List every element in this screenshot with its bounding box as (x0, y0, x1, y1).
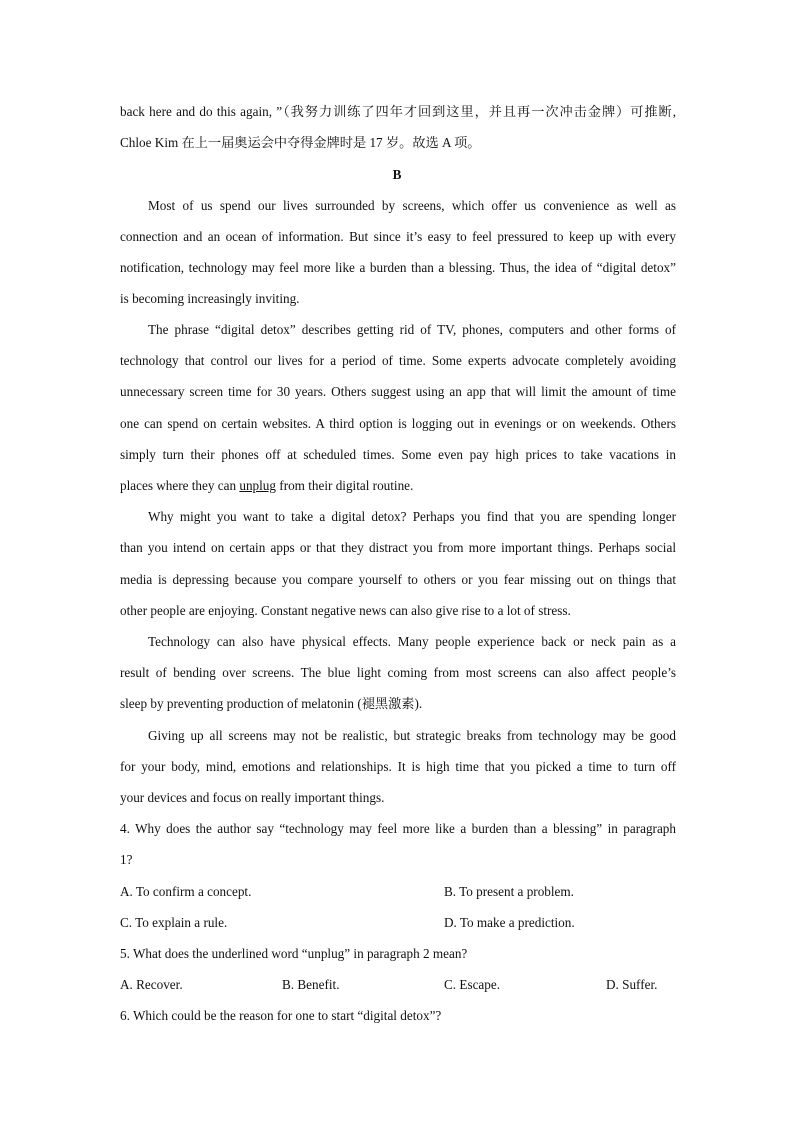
p2-line-2: technology that control our lives for a period of time. Some experts advocate completely avoiding (120, 353, 676, 368)
p3-line-4: other people are enjoying. Constant negative news can also give rise to a lot of stress. (120, 603, 571, 618)
p2-line-6-before: places where they can (120, 478, 240, 493)
p3-line-3: media is depressing because you compare yourself to others or you fear missing out on things that (120, 572, 676, 587)
p4-line-2: result of bending over screens. The blue light coming from most screens can also affect people’s (120, 665, 676, 680)
p1-line-3: notification, technology may feel more like a burden than a blessing. Thus, the idea of “digital detox” (120, 260, 676, 275)
p4-line-3: sleep by preventing production of melatonin (褪黑激素). (120, 696, 423, 711)
p5-line-3: your devices and focus on really important things. (120, 790, 385, 805)
p2-line-6-after: from their digital routine. (276, 478, 414, 493)
p1-line-4: is becoming increasingly inviting. (120, 291, 300, 306)
p2-line-1: The phrase “digital detox” describes getting rid of TV, phones, computers and other forms of (148, 322, 676, 337)
q6-text: 6. Which could be the reason for one to start “digital detox”? (120, 1008, 442, 1023)
q5-option-b: B. Benefit. (282, 977, 340, 992)
q4-text-line-2: 1? (120, 852, 133, 867)
q5-option-d: D. Suffer. (606, 977, 658, 992)
p2-line-3: unnecessary screen time for 30 years. Others suggest using an app that will limit the amount of time (120, 384, 676, 399)
intro-line-1: back here and do this again, ”（我努力训练了四年才回到这里，并且再一次冲击金牌）可推断, (120, 104, 676, 119)
q4-text-line-1: 4. Why does the author say “technology may feel more like a burden than a blessing” in paragraph (120, 821, 676, 836)
p3-line-2: than you intend on certain apps or that they distract you from more important things. Perhaps social (120, 540, 676, 555)
q5-text: 5. What does the underlined word “unplug” in paragraph 2 mean? (120, 946, 468, 961)
p1-line-2: connection and an ocean of information. But since it’s easy to feel pressured to keep up with every (120, 229, 676, 244)
q4-option-d: D. To make a prediction. (444, 915, 575, 930)
q4-option-a: A. To confirm a concept. (120, 884, 252, 899)
q4-option-c: C. To explain a rule. (120, 915, 228, 930)
p5-line-1: Giving up all screens may not be realistic, but strategic breaks from technology may be good (148, 728, 676, 743)
p2-line-6 (120, 476, 676, 496)
p4-line-1: Technology can also have physical effects. Many people experience back or neck pain as a (148, 634, 676, 649)
p3-line-1: Why might you want to take a digital detox? Perhaps you find that you are spending longer (148, 509, 676, 524)
intro-line-2: Chloe Kim 在上一届奥运会中夺得金牌时是 17 岁。故选 A 项。 (120, 135, 481, 150)
p2-line-5: simply turn their phones off at scheduled times. Some even pay high prices to take vacations in (120, 447, 676, 462)
p1-line-1: Most of us spend our lives surrounded by screens, which offer us convenience as well as (148, 198, 676, 213)
section-label: B (392, 167, 402, 182)
q5-option-c: C. Escape. (444, 977, 501, 992)
p5-line-2: for your body, mind, emotions and relationships. It is high time that you picked a time to turn off (120, 759, 676, 774)
q5-option-a: A. Recover. (120, 977, 183, 992)
underlined-word-unplug: unplug (239, 478, 276, 493)
p2-line-4: one can spend on certain websites. A third option is logging out in evenings or on weekends. Others (120, 416, 676, 431)
q4-option-b: B. To present a problem. (444, 884, 574, 899)
